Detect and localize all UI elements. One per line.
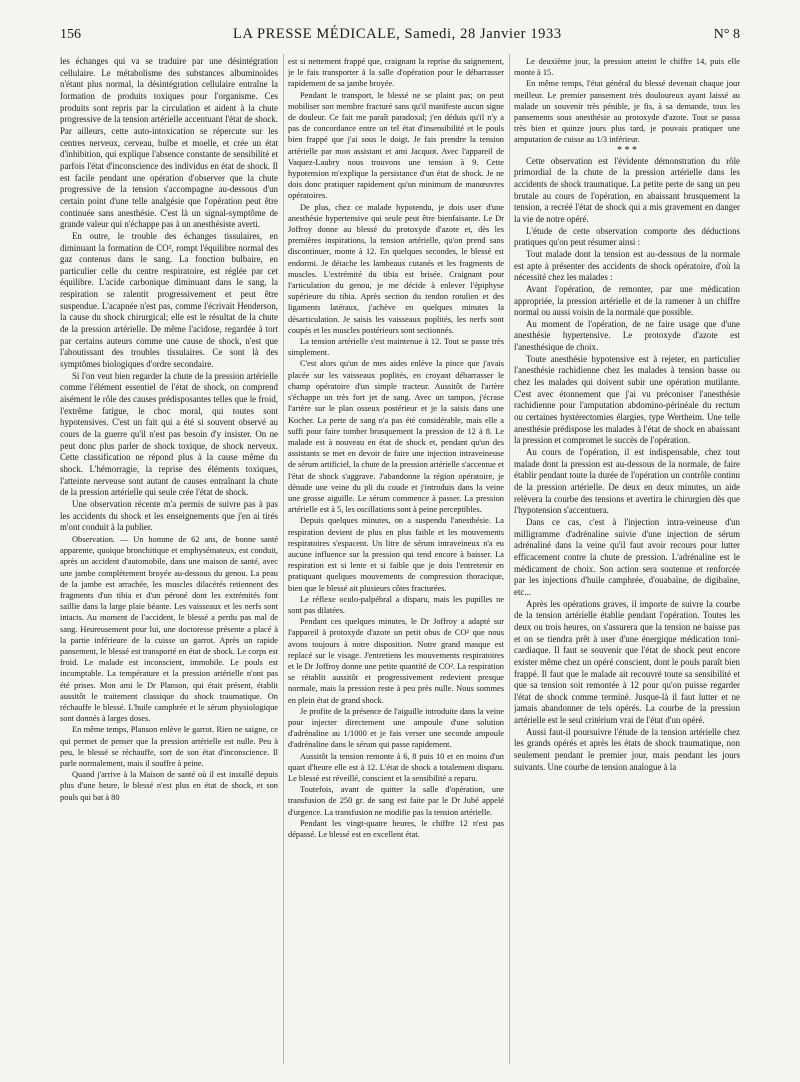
text-column-2 xyxy=(288,56,504,1066)
paragraph: Tout malade dont la tension est au-dessous de la normale est apte à présenter des accidents de shock opératoire, d'où la nécessité chez les malades : xyxy=(514,248,740,283)
paragraph: Je profite de la présence de l'aiguille introduite dans la veine pour injecter directement une ampoule d'une solution d'adrénaline au 1/1000 et je fais verser une seconde ampoule d'adrénaline dans le sérum qui passe rapidement. xyxy=(288,706,504,750)
paragraph: Le réflexe oculo-palpébral a disparu, mais les pupilles ne sont pas dilatées. xyxy=(288,594,504,615)
paragraph: Toute anesthésie hypotensive est à rejeter, en particulier l'anesthésie rachidienne chez les malades à tension basse ou chez les malades qui doivent subir une opération mutilante. C'est avec étonnement que j'ai vu préconiser l'anesthésie rachidienne pour l'amputation abdomino-périnéale du rectum ou certaines hystérectomies élargies, type Wertheim. Une telle anesthésie prédispose les malades à l'état de shock en abaissant la pression et compromet le succès de l'opération. xyxy=(514,353,740,446)
column-divider xyxy=(283,54,284,1064)
paragraph: Quand j'arrive à la Maison de santé où il est installé depuis plus d'une heure, le blessé n'est plus en état de shock, et son pouls qui bat à 80 xyxy=(60,770,278,802)
page-header xyxy=(60,26,740,48)
paragraph: Pendant les vingt-quatre heures, le chiffre 12 n'est pas dépassé. Le blessé est en excellent état. xyxy=(288,818,504,840)
paragraph: est si nettement frappé que, craignant la reprise du saignement, je le fais transporter à la salle d'opération pour le débarrasser rapidement de sa jambe broyée. xyxy=(288,57,504,89)
paragraph: L'étude de cette observation comporte des déductions pratiques qu'on peut résumer ainsi : xyxy=(514,225,740,248)
paragraph: En même temps, Planson enlève le garrot. Rien ne saigne, ce qui permet de penser que la pression artérielle est nulle. Peu à peu, le blessé se réchauffe, sort de son état d'inconscience. Il parle normalement, mais il souffre à peine. xyxy=(60,725,278,768)
paragraph: Aussitôt la tension remonte à 6, 8 puis 10 et en moins d'un quart d'heure elle est à 12. L'état de shock a totalement disparu. Le blessé est réveillé, conscient et la sensibilité a reparu. xyxy=(288,751,504,783)
journal-title: LA PRESSE MÉDICALE, Samedi, 28 Janvier 1933 xyxy=(233,26,562,42)
paragraph: Pendant le transport, le blessé ne se plaint pas; on peut mobiliser son membre fracturé sans qu'il manifeste aucun signe de douleur. Ce fait me paraît paradoxal; j'en déduis qu'il n'y a pas de concordance entre un tel état d'insensibilité et le pouls bien frappé que j'ai sous le doigt. Je fais prendre la tension artérielle par mon assistant et ami Jacquot. Avec l'appareil de Vaquez-Laubry nous trouvons une tension à 9. Cette hypotension m'explique la persistance d'un état de shock. Je ne dois donc pratiquer rapidement qu'un minimum de manœuvres opératoires. xyxy=(288,90,504,201)
paragraph: C'est alors qu'un de mes aides enlève la pince que j'avais placée sur les vaisseaux poplités, en croyant débarrasser le champ opératoire d'un simple tracteur. Aussitôt de l'artère s'échappe un très fort jet de sang. Avec un tampon, j'écrase l'artère sur le plan osseux postérieur et je la saisis dans une Kocher. La perte de sang n'a pas été considérable, mais elle a suffi pour faire tomber brusquement la pression de 12 à 8. Le malade est à nouveau en état de shock et, pendant qu'un des assistants se met en devoir de faire une injection intraveineuse de sérum artificiel, la chute de la pression artérielle s'accentue et l'état de shock s'aggrave. J'abandonne la région opératoire, je dénude une veine du pli du coude et j'introduis dans la veine une grosse aiguille. Le sérum commence à passer. La pression artérielle est à 5, les oscillations sont à peine perceptibles. xyxy=(288,359,504,515)
paragraph: Au moment de l'opération, de ne faire usage que d'une anesthésie hypertensive. Le protoxyde d'azote est l'anesthésique de choix. xyxy=(514,318,740,353)
paragraph: Si l'on veut bien regarder la chute de la pression artérielle comme l'élément essentiel de l'état de shock, on comprend aisément le rôle des causes prédisposantes telles que le froid, l'extrême fatigue, le choc moral, qui toutes sont hypotensives. C'est un fait qui a été si souvent observé au cours de la guerre qu'il n'est pas besoin d'y insister. On ne peut donc plus parler de shock toxique, de shock nerveux. Cette classification ne répond plus à la cause même du shock. L'hémorragie, la reprise des éléments toxiques, l'atteinte nerveuse sont autant de causes entraînant la chute de la pression artérielle qui seule crée l'état de shock. xyxy=(60,370,278,498)
paragraph: La tension artérielle s'est maintenue à 12. Tout se passe très simplement. xyxy=(288,337,504,358)
text-column-1 xyxy=(60,56,278,1066)
paragraph: Depuis quelques minutes, on a suspendu l'anesthésie. La respiration devient de plus en plus faible et les mouvements respiratoires s'espacent. Un litre de sérum intraveineux n'a eu aucune influence sur la pression qui tend encore à baisser. La respiration est si lente et si faible que je dois l'entretenir en pratiquant quelques mouvements de compression thoracique, bien que le blessé ait plusieurs côtes fracturées. xyxy=(288,516,504,593)
column-divider xyxy=(509,54,510,1064)
paragraph: De plus, chez ce malade hypotendu, je dois user d'une anesthésie hypertensive qui seule peut être bienfaisante. Le Dr Joffroy donne au blessé du protoxyde d'azote et, dès les premières inspirations, la tension artérielle, qu'on prend sans discontinuer, monte à 12. En quelques secondes, le blessé est endormi. Je détache les lambeaux cutanés et les fragments de muscles. L'extrémité du tibia est brisée. Craignant pour l'articulation du genou, je me décide à enlever l'épiphyse supérieure du tibia. Après section du tendon rotulien et des ligaments latéraux, j'achève en quelques minutes la désarticulation. Je saisis les vaisseaux poplités, les nerfs sont coupés et les muscles postérieurs sont sectionnés. xyxy=(288,202,504,335)
paragraph: Le deuxième jour, la pression atteint le chiffre 14, puis elle monte à 15. xyxy=(514,57,740,78)
page-number: 156 xyxy=(60,27,81,42)
paragraph: Dans ce cas, c'est à l'injection intra-veineuse d'un milligramme d'adrénaline suivie d'une injection de sérum adrénaliné dans la veine qu'il faut avoir recours pour lutter efficacement contre la chute de pression. L'adrénaline est le médicament de choix. Son action sera soutenue et renforcée par les injections d'huile camphrée, d'ouabaïne, de digibaïne, etc... xyxy=(514,516,740,597)
paragraph: Aussi faut-il poursuivre l'étude de la tension artérielle chez les grands opérés et après les états de shock traumatique, non seulement pendant le premier jour, mais pendant les jours suivants. Une courbe de tension analogue à la xyxy=(514,726,740,772)
paragraph: Pendant ces quelques minutes, le Dr Joffroy a adapté sur l'appareil à protoxyde d'azote un petit obus de CO² que nous avons toujours à notre disposition. Notre grand masque est replacé sur le visage. J'entretiens les mouvements respiratoires et le Dr Joffroy donne une petite quantité de CO². La respiration se rétablit aussitôt et progressivement redevient presque normale, mais la pression reste à peu près nulle. Nous sommes en plein état de grand shock. xyxy=(288,617,504,705)
paragraph: Après les opérations graves, il importe de suivre la courbe de la tension artérielle établie pendant l'opération. Toutes les deux ou trois heures, on s'assurera que la tension ne baisse pas et on se tiendra prêt à user d'une énergique médication toni-cardiaque. Il faut se souvenir que l'état de shock peut encore exister même chez un opéré conscient, dont le pouls paraît bien frappé. Il faut que le malade ait recouvré toute sa sensibilité et que sa tension soit remontée à 12 pour qu'on puisse regarder l'état de shock comme terminé. Jusque-là il faut lutter et ne jamais abandonner de tels opérés. La courbe de la pression artérielle est le seul critérium vrai de l'état d'un opéré. xyxy=(514,598,740,726)
paragraph: les échanges qui va se traduire par une désintégration cellulaire. Le métabolisme des substances albuminoïdes n'étant plus normal, la désintégration cellulaire entraîne la formation de produits toxiques pour l'organisme. Ces produits sont repris par la circulation et aident à la chute progressive de la tension artérielle accentuant l'état de shock. Par ailleurs, cette auto-intoxication se répercute sur les centres nerveux, cerveau, bulbe et moelle, et crée un état d'inhibition, qui explique l'absence constante de sensibilité et parfois l'état d'inconscience des individus en état de shock. Il est facile pendant une opération d'observer que la chute progressive de la tension s'accompagne au-dessous d'un certain point d'une telle analgésie que l'opération peut être continuée sans anesthésie. C'est là un signal-symptôme de grande valeur qui n'échappe pas à un anesthésiste averti. xyxy=(60,56,278,230)
section-separator: * * * xyxy=(617,144,637,156)
paragraph: Observation. — Un homme de 62 ans, de bonne santé apparente, quoique bronchitique et emphysémateux, est conduit, après un accident d'automobile, dans une maison de santé, avec une jambe complètement broyée au-dessous du genou. La peau de la jambe est arrachée, les muscles dilacérés retiennent des fragments d'un tibia et d'un péroné dont les extrémités font saillie dans la large plaie béante. Les vaisseaux et les nerfs sont intacts. Au moment de l'accident, le blessé a perdu pas mal de sang. Heureusement pour lui, une doctoresse présente a placé à la partie inférieure de la cuisse un garrot. Après un rapide pansement, le blessé est transporté en état de shock. Le corps est froid. Le malade est inconscient, immobile. Le pouls est incomptable. La température et la pression artérielle n'ont pas été prises. Mon ami le Dr Planson, qui était présent, établit aussitôt le traitement classique du shock traumatique. On réchauffe le blessé. L'huile camphrée et le sérum physiologique sont donnés à larges doses. xyxy=(60,534,278,724)
text-column-3 xyxy=(514,56,740,1066)
conclusions-section xyxy=(514,156,740,774)
paragraph: Cette observation est l'évidente démonstration du rôle primordial de la chute de la pression artérielle dans les accidents de shock traumatique. La petite perte de sang un peu brutale au cours de l'opération, en abaissant brusquement la tension, a recréé l'état de shock qui a mis gravement en danger la vie de notre opéré. xyxy=(514,155,740,224)
paragraph: Toutefois, avant de quitter la salle d'opération, une transfusion de 250 gr. de sang est faite par le Dr Jubé appelé d'urgence. La transfusion ne modifie pas la tension artérielle. xyxy=(288,785,504,817)
paragraph: En outre, le trouble des échanges tissulaires, en diminuant la formation de CO², rompt l'équilibre normal des gaz contenus dans le sang. La fonction bulbaire, en particulier celle du centre respiratoire, est réglée par cet équilibre. L'acide carbonique diminuant dans le sang, la respiration se ralentit progressivement et peut être suspendue. L'acapnée n'est pas, comme l'écrivait Henderson, la cause du shock chirurgical; elle est le résultat de la chute de la pression artérielle. De même l'acidose, regardée à tort par certains auteurs comme une cause de shock, n'est que l'aboutissant des troubles tissulaires. Ce sont là des symptômes biologiques d'ordre secondaire. xyxy=(60,230,278,370)
observation-continuation xyxy=(514,56,740,146)
paragraph: Une observation récente m'a permis de suivre pas à pas les accidents du shock et les enseignements que j'en ai tirés m'ont conduit à la publier. xyxy=(60,498,278,533)
paragraph: Au cours de l'opération, il est indispensable, chez tout malade dont la pression est au-dessous de la normale, de faire établir pendant toute la durée de l'opération un contrôle continu de la pression artérielle. De deux en deux minutes, un aide relèvera la courbe des tensions et avertira le chirurgien dès que l'hypotension s'accentuera. xyxy=(514,447,740,516)
paragraph: En même temps, l'état général du blessé devenait chaque jour meilleur. Le premier pansement très douloureux ayant laissé au malade un souvenir très pénible, je fis, à sa demande, tous les pansements sous anesthésie au protoxyde d'azote. Tout se passa très bien et quinze jours plus tard, je pouvais pratiquer une amputation de cuisse au 1/3 inférieur. xyxy=(514,79,740,145)
issue-number: N° 8 xyxy=(713,27,740,42)
paragraph: Avant l'opération, de remonter, par une médication appropriée, la pression artérielle et de la ramener à un chiffre normal ou aussi voisin de la normale que possible. xyxy=(514,283,740,318)
